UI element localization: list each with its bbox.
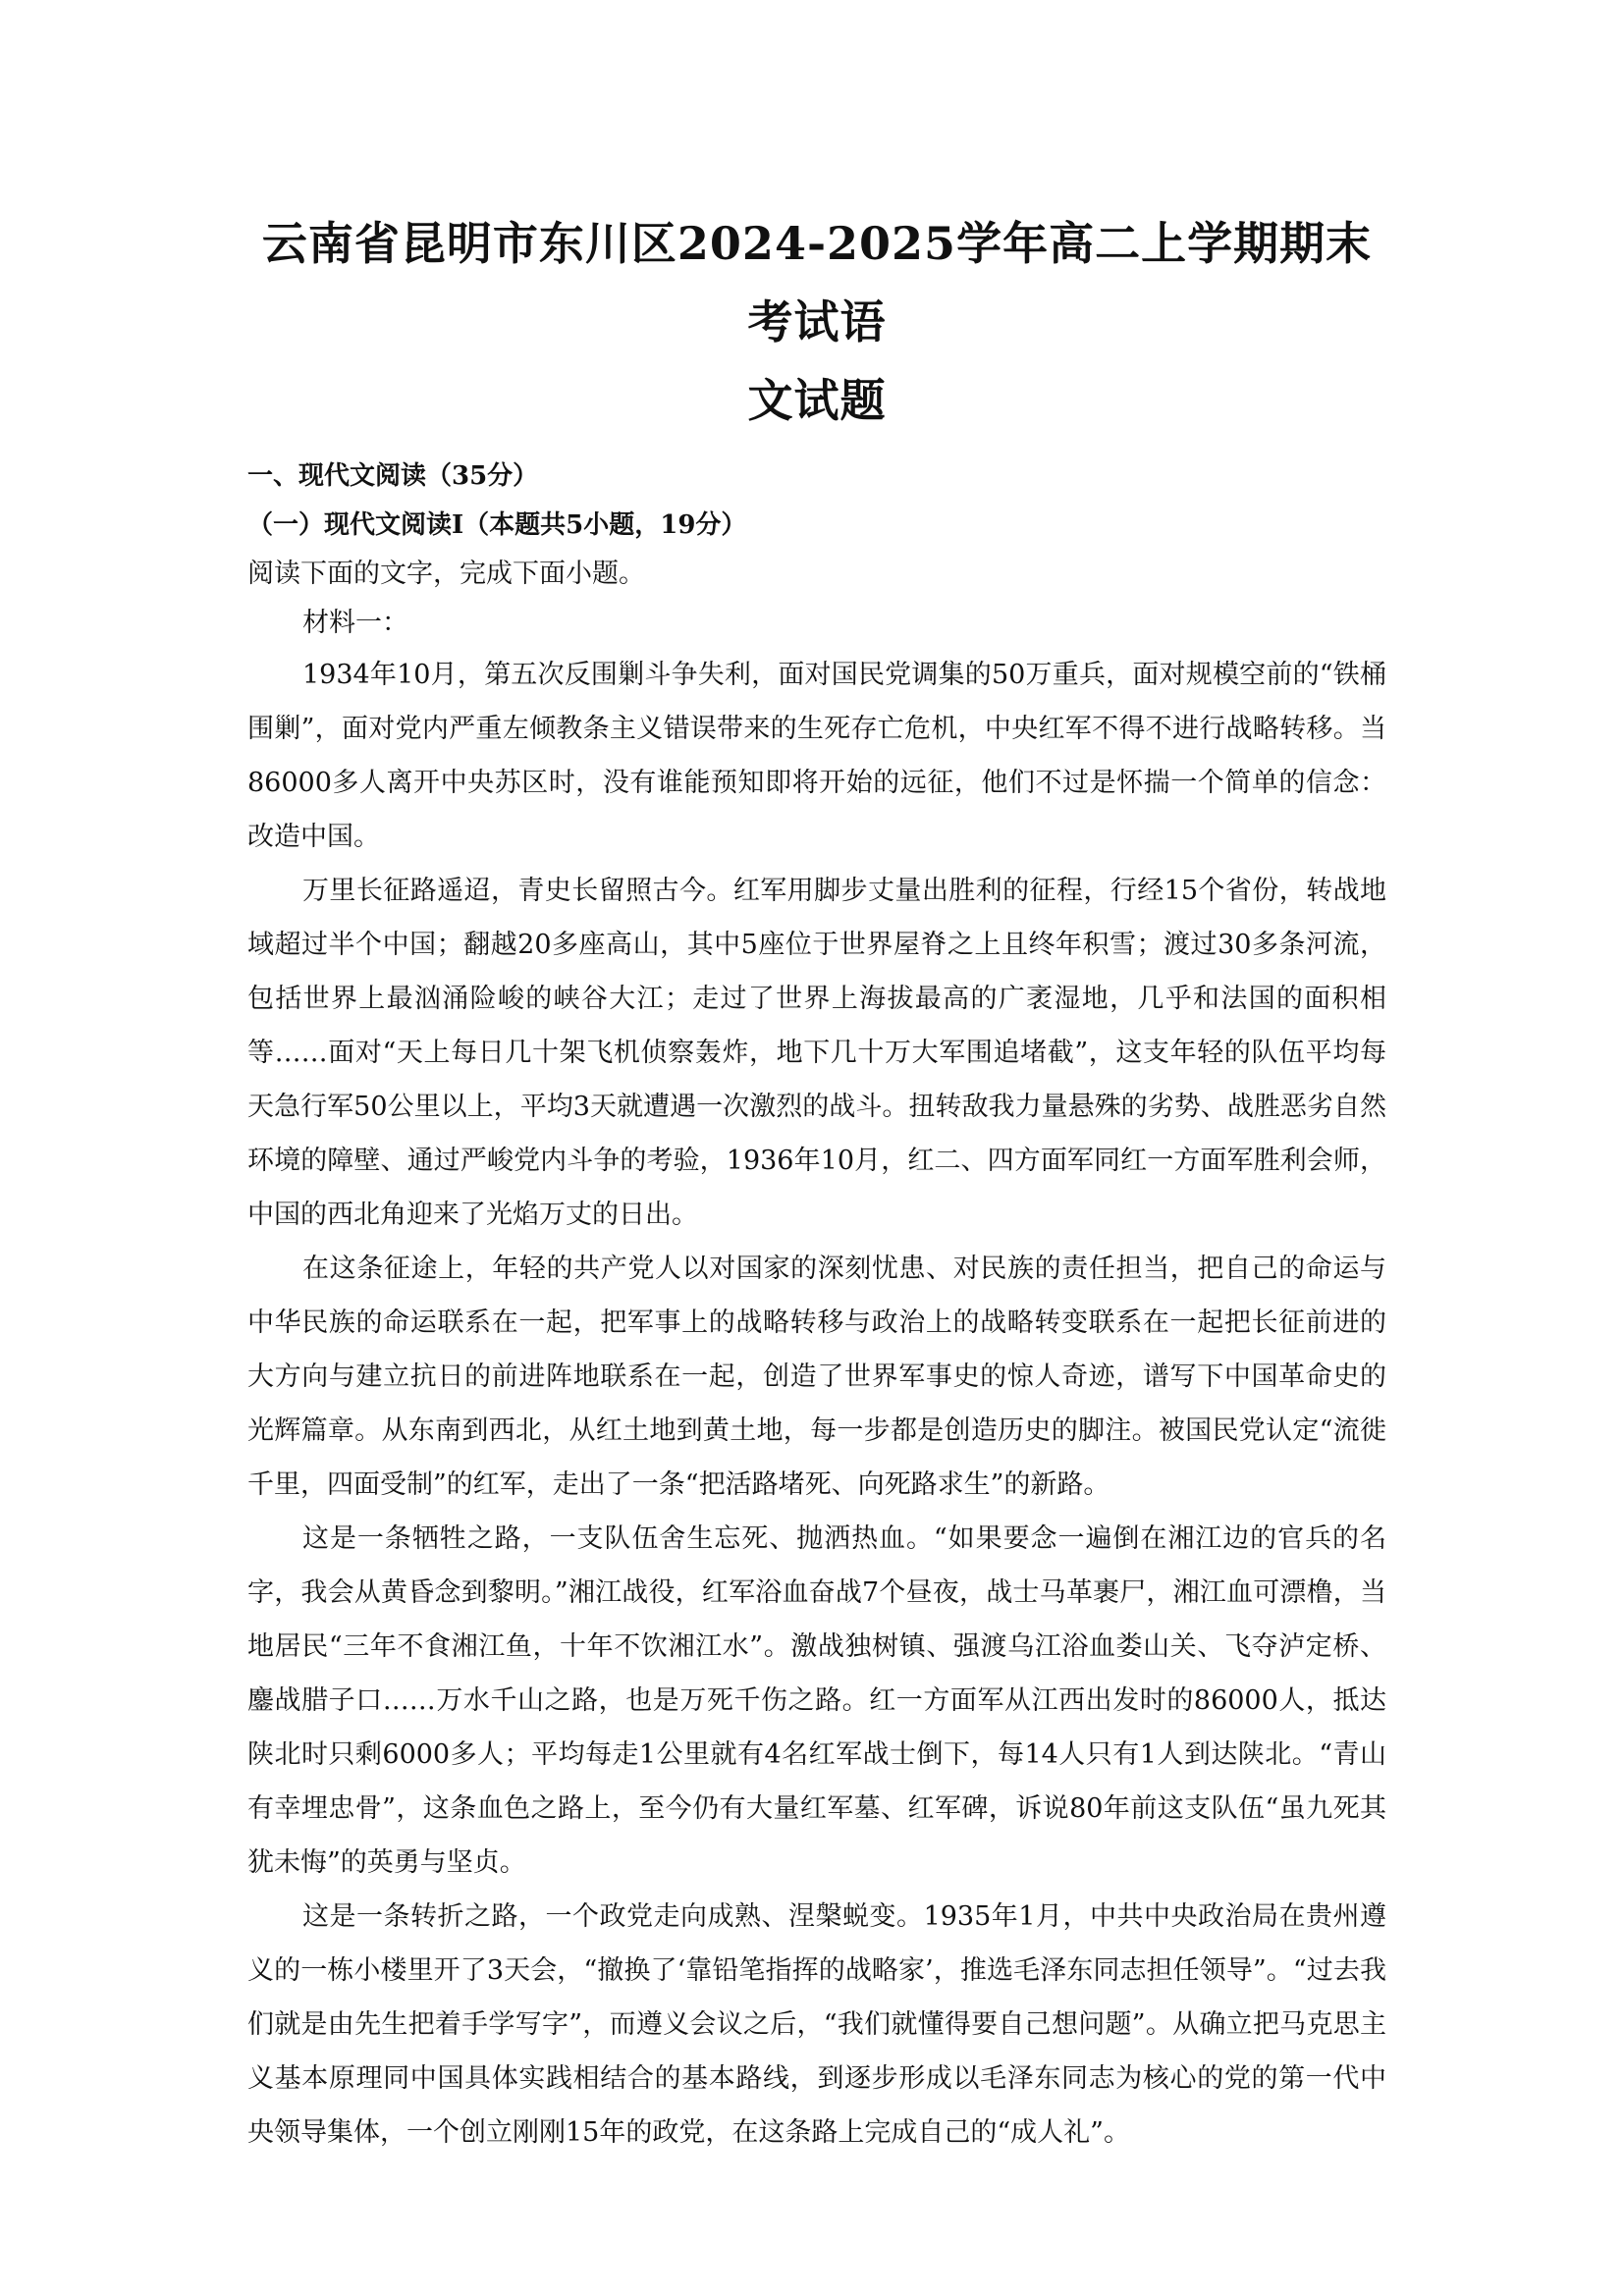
reading-instruction: 阅读下面的文字，完成下面小题。 <box>247 559 645 589</box>
subsection-heading: （一）现代文阅读Ⅰ（本题共5小题，19分） <box>247 510 747 540</box>
material-label: 材料一： <box>302 608 408 638</box>
section-heading: 一、现代文阅读（35分） <box>247 461 539 491</box>
body-paragraph-1: 1934年10月，第五次反围剿斗争失利，面对国民党调集的50万重兵，面对规模空前的“铁桶围剿”，面对党内严重左倾教条主义错误带来的生死存亡危机，中央红军不得不进行战略转移。当86000多人离开中央苏区时，没有谁能预知即将开始的远征，他们不过是怀揣一个简单的信念：改造中国。 <box>247 660 1386 852</box>
document-title-line-1: 云南省昆明市东川区2024-2025学年高二上学期期末考试语 <box>261 217 1373 348</box>
body-paragraph-3: 在这条征途上，年轻的共产党人以对国家的深刻忧患、对民族的责任担当，把自己的命运与中华民族的命运联系在一起，把军事上的战略转移与政治上的战略转变联系在一起把长征前进的大方向与建立抗日的前进阵地联系在一起，创造了世界军事史的惊人奇迹，谱写下中国革命史的光辉篇章。从东南到西北，从红土地到黄土地，每一步都是创造历史的脚注。被国民党认定“流徙千里，四面受制”的红军，走出了一条“把活路堵死、向死路求生”的新路。 <box>247 1254 1386 1500</box>
body-paragraph-2: 万里长征路遥迢，青史长留照古今。红军用脚步丈量出胜利的征程，行经15个省份，转战地域超过半个中国；翻越20多座高山，其中5座位于世界屋脊之上且终年积雪；渡过30多条河流，包括世界上最汹涌险峻的峡谷大江；走过了世界上海拔最高的广袤湿地，几乎和法国的面积相等……面对“天上每日几十架飞机侦察轰炸，地下几十万大军围追堵截”，这支年轻的队伍平均每天急行军50公里以上，平均3天就遭遇一次激烈的战斗。扭转敌我力量悬殊的劣势、战胜恶劣自然环境的障壁、通过严峻党内斗争的考验，1936年10月，红二、四方面军同红一方面军胜利会师，中国的西北角迎来了光焰万丈的日出。 <box>247 876 1386 1230</box>
document-content <box>247 204 1386 2160</box>
document-title <box>247 204 1386 440</box>
document-title-line-2: 文试题 <box>747 374 887 427</box>
body-paragraph-4: 这是一条牺牲之路，一支队伍舍生忘死、抛洒热血。“如果要念一遍倒在湘江边的官兵的名字，我会从黄昏念到黎明。”湘江战役，红军浴血奋战7个昼夜，战士马革裹尸，湘江血可漂橹，当地居民“三年不食湘江鱼，十年不饮湘江水”。激战独树镇、强渡乌江浴血娄山关、飞夺泸定桥、鏖战腊子口……万水千山之路，也是万死千伤之路。红一方面军从江西出发时的86000人，抵达陕北时只剩6000多人；平均每走1公里就有4名红军战士倒下，每14人只有1人到达陕北。“青山有幸埋忠骨”，这条血色之路上，至今仍有大量红军墓、红军碑，诉说80年前这支队伍“虽九死其犹未悔”的英勇与坚贞。 <box>247 1523 1386 1878</box>
body-paragraph-5: 这是一条转折之路，一个政党走向成熟、涅槃蜕变。1935年1月，中共中央政治局在贵州遵义的一栋小楼里开了3天会，“撤换了‘靠铅笔指挥的战略家’，推选毛泽东同志担任领导”。“过去我们就是由先生把着手学写字”，而遵义会议之后，“我们就懂得要自己想问题”。从确立把马克思主义基本原理同中国具体实践相结合的基本路线，到逐步形成以毛泽东同志为核心的党的第一代中央领导集体，一个创立刚刚15年的政党，在这条路上完成自己的“成人礼”。 <box>247 1901 1386 2148</box>
